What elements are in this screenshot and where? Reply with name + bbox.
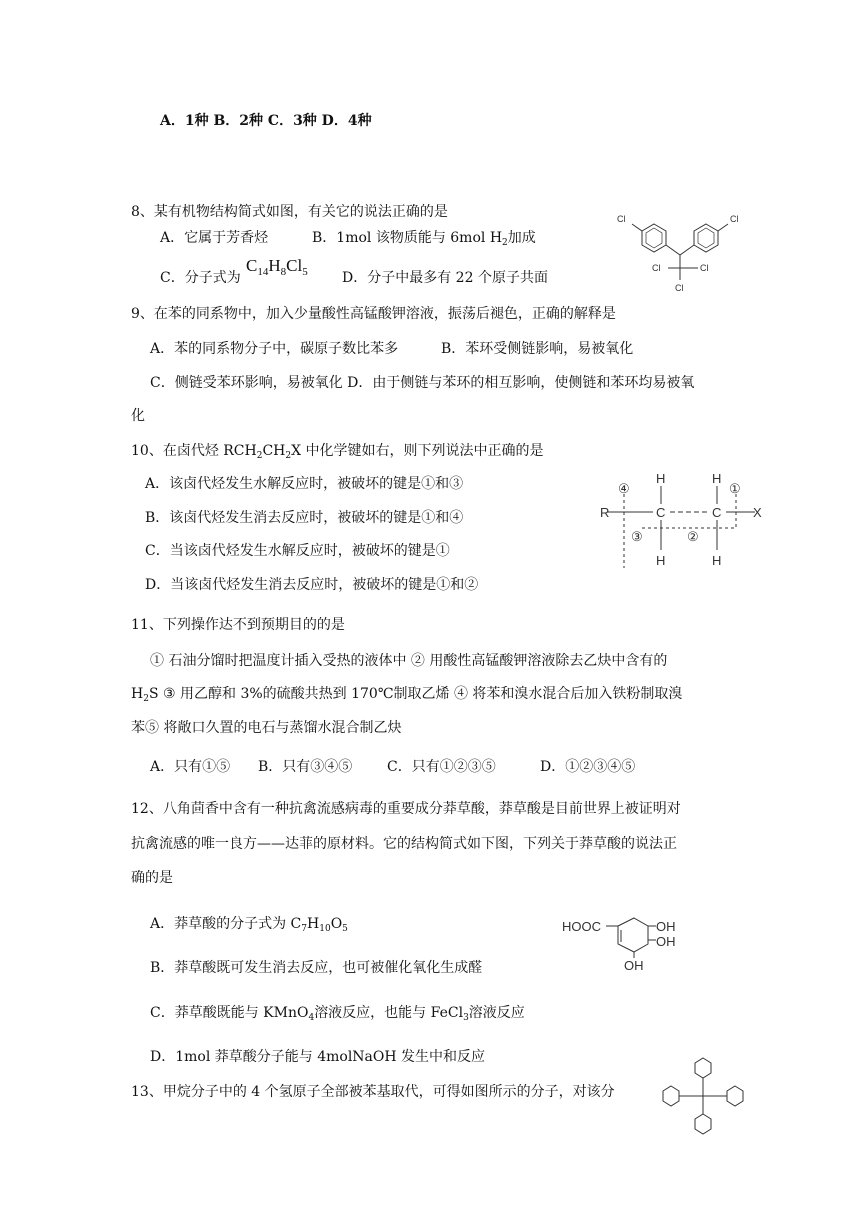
q10-struct-c: C bbox=[656, 505, 666, 520]
q12-structure-diagram bbox=[560, 904, 690, 974]
q13-structure-diagram bbox=[655, 1054, 751, 1138]
q10-bond-3: ③ bbox=[631, 529, 643, 544]
q8-option-c: C．分子式为 bbox=[160, 270, 241, 286]
q10-struct-h: H bbox=[712, 471, 722, 486]
q10-struct-x: X bbox=[753, 505, 762, 520]
q8-option-b: B．1mol 该物质能与 6mol $H_2$加成 bbox=[312, 230, 536, 248]
q10-option-b: B．该卤代烃发生消去反应时，被破坏的键是①和④ bbox=[145, 510, 464, 526]
q12-option-d: D．1mol 莽草酸分子能与 4molNaOH 发生中和反应 bbox=[150, 1049, 486, 1065]
q10-stem: 10、在卤代烃 $RCH_2CH_2X$ 中化学键如右，则下列说法中正确的是 bbox=[131, 443, 544, 461]
q9-option-b: B．苯环受侧链影响，易被氧化 bbox=[441, 341, 634, 357]
q12-struct-cooh: HOOC bbox=[562, 919, 601, 934]
q10-option-c: C．当该卤代烃发生水解反应时，被破坏的键是① bbox=[145, 543, 450, 559]
q12-option-b: B．莽草酸既可发生消去反应，也可被催化氧化生成醛 bbox=[150, 960, 483, 976]
q11-line2: $H_2S$ ③ 用乙醇和 3%的硫酸共热到 170℃制取乙烯 ④ 将苯和溴水混合后加入铁粉制取溴 bbox=[131, 686, 683, 704]
q8-option-d: D．分子中最多有 22 个原子共面 bbox=[342, 270, 548, 286]
q11-line1: ① 石油分馏时把温度计插入受热的液体中 ② 用酸性高锰酸钾溶液除去乙炔中含有的 bbox=[150, 653, 668, 669]
q8-option-a: A．它属于芳香烃 bbox=[160, 230, 269, 246]
q12-struct-oh: OH bbox=[656, 934, 676, 949]
q10-option-a: A．该卤代烃发生水解反应时，被破坏的键是①和③ bbox=[145, 476, 464, 492]
q11-stem: 11、下列操作达不到预期目的的是 bbox=[131, 617, 345, 633]
q10-bond-2: ② bbox=[687, 529, 699, 544]
q8-struct-cl-label: Cl bbox=[700, 263, 709, 273]
q10-bond-4: ④ bbox=[618, 481, 630, 496]
q12-line2: 抗禽流感的唯一良方——达菲的原材料。它的结构简式如下图，下列关于莽草酸的说法正 bbox=[131, 836, 677, 852]
q8-struct-cl-label: Cl bbox=[675, 283, 684, 293]
q11-option-c: C．只有①②③⑤ bbox=[387, 759, 496, 775]
q12-struct-oh: OH bbox=[624, 958, 644, 973]
q9-option-a: A．苯的同系物分子中，碳原子数比苯多 bbox=[150, 341, 399, 357]
q12-option-c: C．莽草酸既能与 KMnO$_4$溶液反应，也能与 FeCl$_3$溶液反应 bbox=[150, 1005, 525, 1023]
q12-line3: 确的是 bbox=[131, 870, 173, 886]
q9-wrap: 化 bbox=[131, 408, 145, 424]
q13-stem: 13、甲烷分子中的 4 个氢原子全部被苯基取代，可得如图所示的分子，对该分 bbox=[131, 1084, 615, 1100]
q11-line3: 苯⑤ 将敞口久置的电石与蒸馏水混合制乙炔 bbox=[131, 720, 402, 736]
q9-stem: 9、在苯的同系物中，加入少量酸性高锰酸钾溶液，振荡后褪色，正确的解释是 bbox=[131, 306, 616, 322]
q7-options: A．1种 B．2种 C．3种 D．4种 bbox=[160, 113, 372, 129]
q8-struct-cl-label: Cl bbox=[652, 263, 661, 273]
q10-structure-diagram bbox=[595, 468, 775, 568]
q9-option-cd: C．侧链受苯环影响，易被氧化 D．由于侧链与苯环的相互影响，使侧链和苯环均易被氧 bbox=[150, 375, 695, 391]
q8-struct-cl-label: Cl bbox=[617, 214, 626, 224]
q10-struct-h: H bbox=[712, 553, 722, 568]
q8-formula: $C_{14}H_8Cl_5$ bbox=[246, 256, 308, 278]
q8-structure-diagram bbox=[612, 200, 762, 296]
q11-option-a: A．只有①⑤ bbox=[150, 759, 231, 775]
q10-struct-c: C bbox=[712, 505, 722, 520]
q11-option-b: B．只有③④⑤ bbox=[258, 759, 353, 775]
q10-bond-1: ① bbox=[729, 481, 741, 496]
q10-struct-h: H bbox=[656, 471, 666, 486]
q10-struct-h: H bbox=[656, 553, 666, 568]
q8-stem: 8、某有机物结构简式如图，有关它的说法正确的是 bbox=[131, 204, 448, 220]
q8-struct-cl-label: Cl bbox=[730, 214, 739, 224]
q11-option-d: D．①②③④⑤ bbox=[540, 759, 636, 775]
q12-struct-oh: OH bbox=[656, 919, 676, 934]
q10-struct-r: R bbox=[600, 505, 610, 520]
q12-line1: 12、八角茴香中含有一种抗禽流感病毒的重要成分莽草酸，莽草酸是目前世界上被证明对 bbox=[131, 801, 681, 817]
q12-option-a: A．莽草酸的分子式为 $C_7H_{10}O_5$ bbox=[150, 916, 348, 934]
q10-option-d: D．当该卤代烃发生消去反应时，被破坏的键是①和② bbox=[145, 577, 479, 593]
